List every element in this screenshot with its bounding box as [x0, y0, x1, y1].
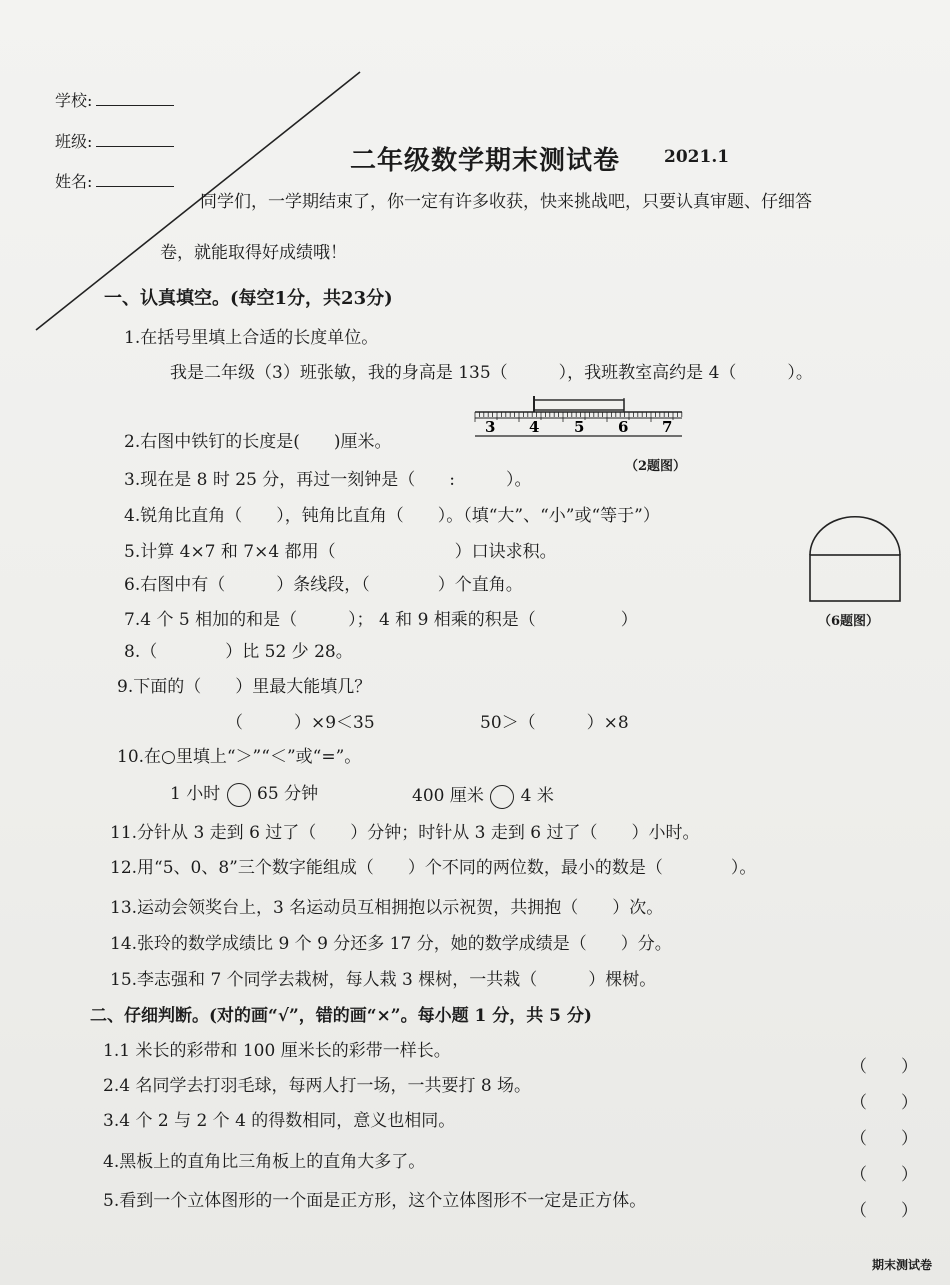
ruler-label-7: 7	[662, 418, 673, 436]
question-13: 13.运动会领奖台上，3 名运动员互相拥抱以示祝贺，共拥抱（ ）次。	[110, 898, 664, 918]
judge-answer-5[interactable]: （ ）	[850, 1201, 918, 1221]
question-5: 5.计算 4×7 和 7×4 都用（ ）口诀求积。	[124, 542, 557, 562]
section2-heading: 二、仔细判断。(对的画“√”，错的画“×”。每小题 1 分，共 5 分)	[90, 1006, 592, 1026]
question-8: 8.（ ）比 52 少 28。	[124, 642, 353, 662]
judge-item-3: 3.4 个 2 与 2 个 4 的得数相同，意义也相同。	[103, 1111, 456, 1131]
ruler-label-4: 4	[529, 418, 540, 436]
ruler-figure	[470, 388, 690, 450]
question-12: 12.用“5、0、8”三个数字能组成（ ）个不同的两位数，最小的数是（ ）。	[110, 858, 757, 878]
intro-line-2: 卷，就能取得好成绩哦！	[160, 243, 347, 263]
ruler-label-5: 5	[574, 418, 585, 436]
question-10-b-left: 400 厘米	[412, 786, 484, 806]
question-2: 2.右图中铁钉的长度是( )厘米。	[124, 432, 392, 452]
nail-body	[534, 400, 624, 410]
question-10-a	[170, 779, 318, 807]
question-3: 3.现在是 8 时 25 分，再过一刻钟是（ : ）。	[124, 470, 532, 490]
question-10-b	[412, 781, 554, 809]
judge-answer-4[interactable]: （ ）	[850, 1165, 918, 1185]
judge-item-2: 2.4 名同学去打羽毛球，每两人打一场，一共要打 8 场。	[103, 1076, 532, 1096]
figure-6-arc	[810, 517, 900, 555]
question-11: 11.分针从 3 走到 6 过了（ ）分钟；时针从 3 走到 6 过了（ ）小时。	[110, 823, 700, 843]
class-label: 班级:	[55, 132, 93, 151]
question-10-a-left: 1 小时	[170, 784, 221, 804]
judge-answer-2[interactable]: （ ）	[850, 1093, 918, 1113]
compare-circle-a[interactable]	[227, 783, 251, 807]
question-10-a-right: 65 分钟	[257, 784, 319, 804]
judge-answer-1[interactable]: （ ）	[850, 1057, 918, 1077]
school-label: 学校:	[55, 91, 93, 110]
judge-item-5: 5.看到一个立体图形的一个面是正方形，这个立体图形不一定是正方体。	[103, 1191, 647, 1211]
question-14: 14.张玲的数学成绩比 9 个 9 分还多 17 分，她的数学成绩是（ ）分。	[110, 934, 672, 954]
figure-6-shape	[800, 515, 910, 605]
question-10: 10.在○里填上“＞”“＜”或“=”。	[117, 747, 362, 767]
section1-heading: 一、认真填空。(每空1分，共23分)	[104, 288, 393, 309]
ruler-label-6: 6	[618, 418, 629, 436]
name-label: 姓名:	[55, 172, 93, 191]
figure-2-caption: （2题图）	[625, 459, 687, 474]
question-1: 1.在括号里填上合适的长度单位。	[124, 328, 379, 348]
question-9-b: 50＞（ ）×8	[480, 713, 629, 733]
compare-circle-b[interactable]	[490, 785, 514, 809]
judge-answer-3[interactable]: （ ）	[850, 1129, 918, 1149]
question-15: 15.李志强和 7 个同学去栽树，每人栽 3 棵树，一共栽（ ）棵树。	[110, 970, 657, 990]
judge-item-4: 4.黑板上的直角比三角板上的直角大多了。	[103, 1152, 426, 1172]
question-6: 6.右图中有（ ）条线段，（ ）个直角。	[124, 575, 523, 595]
question-9: 9.下面的（ ）里最大能填几？	[117, 677, 372, 697]
intro-line-1: 同学们，一学期结束了，你一定有许多收获，快来挑战吧，只要认真审题、仔细答	[200, 192, 812, 212]
question-1-sentence: 我是二年级（3）班张敏，我的身高是 135（ ），我班教室高约是 4（ ）。	[170, 363, 813, 383]
page-title: 二年级数学期末测试卷	[350, 146, 621, 176]
question-10-b-right: 4 米	[520, 786, 554, 806]
figure-6-rectangle	[810, 555, 900, 601]
judge-item-1: 1.1 米长的彩带和 100 厘米长的彩带一样长。	[103, 1041, 451, 1061]
exam-date: 2021.1	[664, 147, 730, 167]
footer-corner-text: 期末测试卷	[872, 1258, 933, 1272]
ruler-label-3: 3	[485, 418, 496, 436]
question-9-a: （ ）×9＜35	[226, 713, 375, 733]
question-4: 4.锐角比直角（ ），钝角比直角（ ）。（填“大”、“小”或“等于”）	[124, 506, 660, 526]
figure-6-caption: （6题图）	[818, 614, 880, 629]
question-7: 7.4 个 5 相加的和是（ ）； 4 和 9 相乘的积是（ ）	[124, 610, 638, 630]
